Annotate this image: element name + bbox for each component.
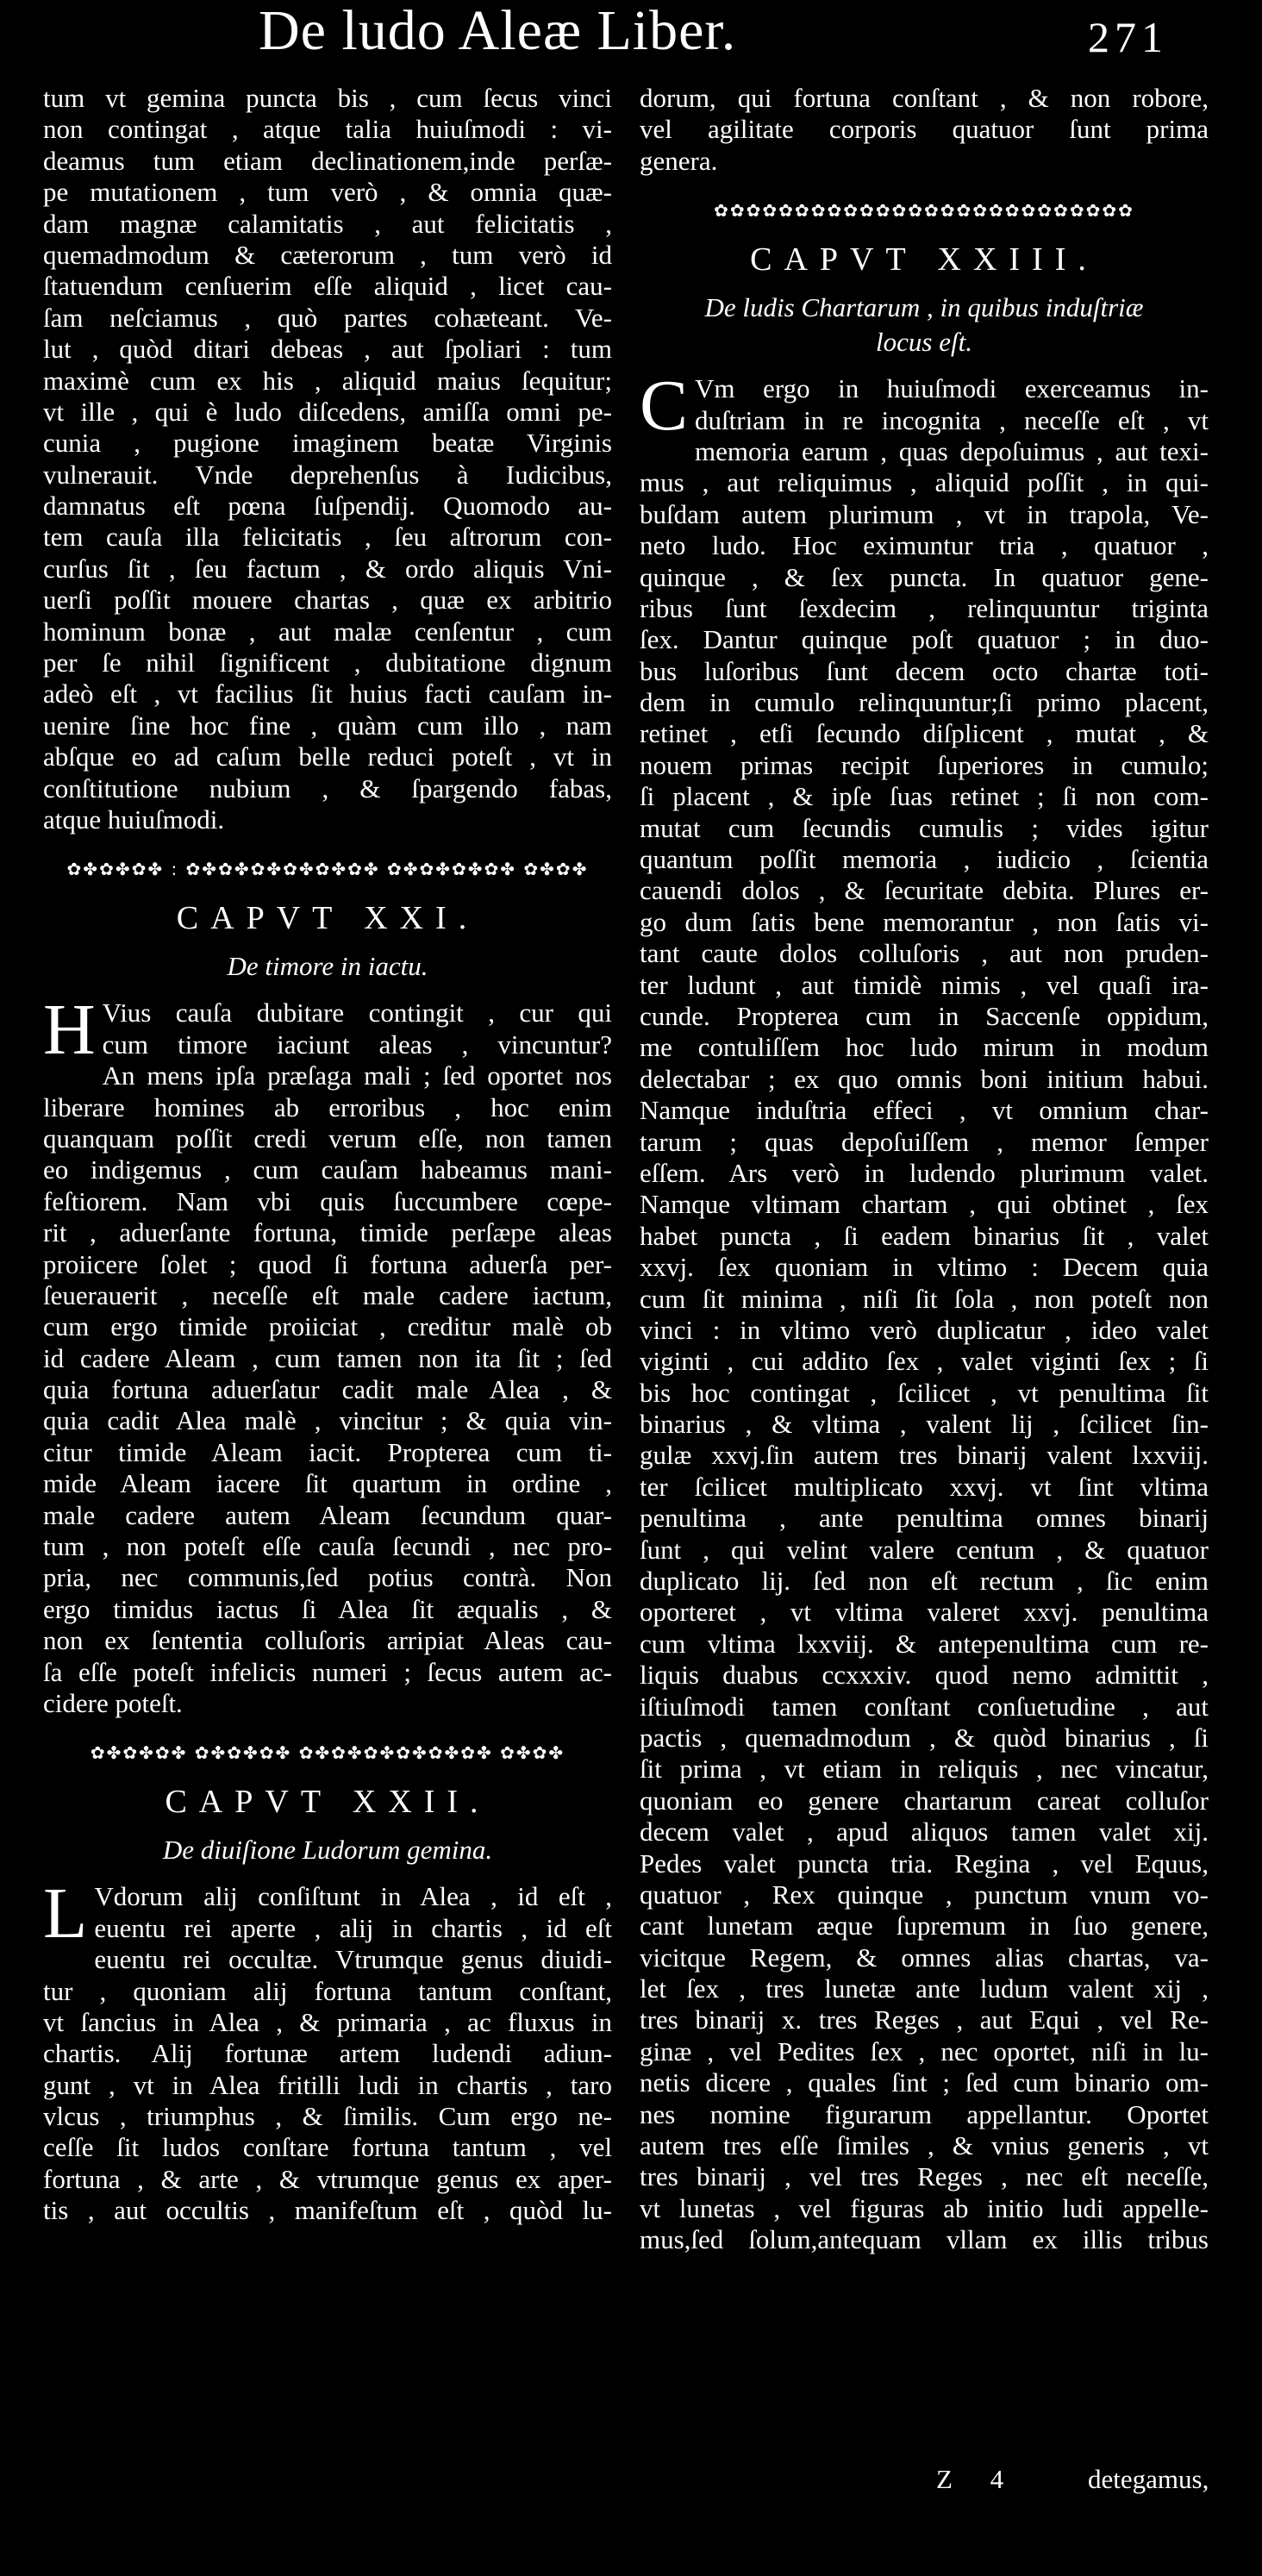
- text-line: binarius , & vltima , valent lij , ſcilicet ſin-: [640, 1409, 1209, 1440]
- text-line: liberare homines ab erroribus , hoc enim: [43, 1091, 612, 1122]
- text-line: maximè cum ex his , aliquid maius ſequitur;: [43, 365, 612, 396]
- text-line: quanquam poſſit credi verum eſſe, non tamen: [43, 1122, 612, 1154]
- text-line: dem in cumulo relinquuntur;ſi primo placent,: [640, 687, 1209, 718]
- text-line: eſſem. Ars verò in ludendo plurimum valet.: [640, 1157, 1209, 1188]
- text-line: nouem primas recipit ſuperiores in cumulo;: [640, 749, 1209, 780]
- text-line: non contingat , atque talia huiuſmodi : vi-: [43, 114, 612, 145]
- text-line: cum vltima lxxviij. & antepenultima cum re-: [640, 1628, 1209, 1659]
- text-line: curſus ſit , ſeu factum , & ordo aliquis Vni-: [43, 553, 612, 584]
- text-line: ergo timidus iactus ſi Alea ſit æqualis , &: [43, 1593, 612, 1624]
- text-line: tur , quoniam alij fortuna tantum conſtant,: [43, 1975, 612, 2006]
- text-line: bus luſoribus ſunt decem octo chartæ toti-: [640, 655, 1209, 686]
- text-line: tis , aut occultis , manifeſtum eſt , quòd lu-: [43, 2195, 612, 2226]
- text-line: ter ſcilicet multiplicato xxvj. vt ſint vltima: [640, 1471, 1209, 1502]
- text-line: deamus tum etiam declinationem,inde perſæ-: [43, 145, 612, 176]
- ornament-divider: ✿✤✿✤✿✤ ✿✤✿✤✿✤ ✿✤✿✤✿✤✿✤✿✤✿✤ ✿✤✿✤: [90, 1742, 565, 1764]
- text-line: An mens ipſa præſaga mali ; ſed oportet nos: [102, 1060, 612, 1091]
- text-line: vel agilitate corporis quatuor ſunt prima: [640, 114, 1209, 145]
- text-line: vulnerauit. Vnde deprehenſus à Iudicibus,: [43, 459, 612, 490]
- text-line: ſunt , qui velint valere centum , & quatuor: [640, 1534, 1209, 1565]
- text-line: tem cauſa illa felicitatis , ſeu aſtrorum con-: [43, 522, 612, 553]
- text-line: Vm ergo in huiuſmodi exerceamus in-: [695, 373, 1209, 404]
- text-line: quatuor , Rex quinque , punctum vnum vo-: [640, 1879, 1209, 1910]
- text-line: pactis , quemadmodum , & quòd binarius , ſi: [640, 1722, 1209, 1753]
- text-line: duplicato lij. ſed non eſt rectum , ſic enim: [640, 1566, 1209, 1597]
- text-line: proiicere ſolet ; quod ſi fortuna aduerſa per-: [43, 1248, 612, 1279]
- text-line: damnatus eſt pœna ſuſpendij. Quomodo au-: [43, 491, 612, 522]
- catchword: detegamus,: [1088, 2464, 1209, 2494]
- text-line: retinet , etſi ſecundo diſplicent , mutat , &: [640, 718, 1209, 749]
- text-line: cant lunetam æque ſupremum in ſuo genere,: [640, 1910, 1209, 1941]
- text-line: Namque vltimam chartam , qui obtinet , ſex: [640, 1189, 1209, 1220]
- chapter-subtitle: De timore in iactu.: [227, 951, 428, 982]
- text-line: adeò eſt , vt facilius ſit huius facti cauſam in-: [43, 678, 612, 710]
- ornament-divider: ✿✿✿✿✿✿✿✿✿✿✿✿✿✿✿✿✿✿✿✿✿✿✿✿✿✿: [714, 200, 1134, 222]
- text-line: per ſe nihil ſignificent , dubitatione dignum: [43, 647, 612, 678]
- text-line: tarum ; quas depoſuiſſem , memor ſemper: [640, 1126, 1209, 1157]
- page-number: 271: [1088, 13, 1168, 61]
- text-line: iſtiuſmodi tamen conſtant conſuetudine , aut: [640, 1691, 1209, 1722]
- chapter-22: [43, 1740, 612, 2226]
- right-column: [640, 83, 1209, 2256]
- left-column: [43, 83, 612, 2227]
- text-line: non ex ſententia colluſoris arripiat Aleas cau-: [43, 1625, 612, 1656]
- text-line: tum , non poteſt eſſe cauſa ſecundi , nec pro-: [43, 1531, 612, 1562]
- text-line: cidere poteſt.: [43, 1687, 183, 1718]
- text-line: nes nomine figurarum appellantur. Oportet: [640, 2098, 1209, 2129]
- text-line: lut , quòd ditari debeas , aut ſpoliari : tum: [43, 334, 612, 365]
- text-line: vt lunetas , vel figuras ab initio ludi appelle-: [640, 2192, 1209, 2223]
- text-line: mutat cum ſecundis cumulis ; vides igitur: [640, 812, 1209, 843]
- text-line: autem tres eſſe ſimiles , & vnius generis , vt: [640, 2130, 1209, 2161]
- text-line: citur timide Aleam iacit. Propterea cum ti-: [43, 1436, 612, 1467]
- text-line: let ſex , tres lunetæ ante ludum valent xij ,: [640, 1973, 1209, 2004]
- text-line: cunia , pugione imaginem beatæ Virginis: [43, 428, 612, 459]
- text-line: conſtitutione nubium , & ſpargendo fabas,: [43, 772, 612, 803]
- text-line: tres binarij , vel tres Reges , nec eſt neceſſe,: [640, 2161, 1209, 2192]
- text-line: rit , aduerſante fortuna, timide perſæpe aleas: [43, 1217, 612, 1248]
- text-line: me contuliſſem hoc ludo mirum in modum: [640, 1032, 1209, 1063]
- text-line: cunde. Propterea cum in Saccenſe oppidum,: [640, 1000, 1209, 1031]
- text-line: feſtiorem. Nam vbi quis ſuccumbere cœpe-: [43, 1185, 612, 1216]
- text-line: cum timore iaciunt aleas , vincuntur?: [102, 1029, 612, 1060]
- text-line: ginæ , vel Pedites ſex , nec oportet, niſi in lu-: [640, 2035, 1209, 2066]
- text-line: Vius cauſa dubitare contingit , cur qui: [102, 997, 612, 1029]
- text-line: chartis. Alij fortunæ artem ludendi adiun-: [43, 2038, 612, 2069]
- text-line: quia cadit Alea malè , vincitur ; & quia vin-: [43, 1405, 612, 1436]
- text-line: vicitque Regem, & omnes alias chartas, va-: [640, 1941, 1209, 1973]
- text-line: euentu rei occultæ. Vtrumque genus diuidi-: [94, 1944, 612, 1975]
- text-line: quantum poſſit memoria , iudicio , ſcientia: [640, 844, 1209, 875]
- chapter-body: [43, 990, 612, 1719]
- text-line: netis dicere , quales ſint ; ſed cum binario om-: [640, 2067, 1209, 2098]
- drop-cap: L: [43, 1873, 88, 1954]
- text-line: buſdam autem plurimum , vt in trapola, Ve-: [640, 498, 1209, 529]
- text-line: Pedes valet puncta tria. Regina , vel Equus,: [640, 1848, 1209, 1879]
- text-line: tres binarij x. tres Reges , aut Equi , vel Re-: [640, 2004, 1209, 2035]
- text-line: decem valet , apud aliquos tamen valet xij.: [640, 1816, 1209, 1848]
- chapter-heading: CAPVT XXII.: [165, 1784, 490, 1821]
- text-line: gunt , vt in Alea fritilli ludi in chartis , taro: [43, 2069, 612, 2100]
- text-line: delectabar ; ex quo omnis boni initium habui.: [640, 1063, 1209, 1094]
- text-line: xxvj. ſex quoniam in vltimo : Decem quia: [640, 1252, 1209, 1283]
- text-line: quinque , & ſex puncta. In quatuor gene-: [640, 561, 1209, 592]
- drop-cap: C: [640, 366, 689, 447]
- chapter-23: [640, 197, 1209, 2255]
- text-line: dorum, qui fortuna conſtant , & non robore,: [640, 83, 1209, 113]
- text-line: ſtatuendum cenſuerim eſſe aliquid , licet cau-: [43, 271, 612, 302]
- text-line: pria, nec communis,ſed potius contrà. Non: [43, 1562, 612, 1593]
- text-line: ter ludunt , aut timidè nimis , vel quaſi ira-: [640, 969, 1209, 1000]
- text-line: ſit prima , vt etiam in reliquis , nec vincatur,: [640, 1754, 1209, 1785]
- text-line: tum vt gemina puncta bis , cum ſecus vinci: [43, 83, 612, 113]
- text-line: hominum bonæ , aut malæ cenſentur , cum: [43, 616, 612, 647]
- text-line: duſtriam in re incognita , neceſſe eſt , vt: [695, 404, 1209, 435]
- text-line: atque huiuſmodi.: [43, 803, 225, 835]
- chapter-subtitle: [640, 291, 1209, 360]
- text-line: uenire ſine hoc fine , quàm cum illo , nam: [43, 710, 612, 741]
- text-line: cauendi dolos , & ſecuritate debita. Plures er-: [640, 875, 1209, 906]
- text-line: ſi placent , & ipſe ſuas retinet ; ſi non com-: [640, 781, 1209, 812]
- chapter-heading: CAPVT XXI.: [176, 900, 479, 937]
- continuation-text: [640, 83, 1209, 177]
- text-line: ſam neſciamus , quò partes cohæteant. Ve-: [43, 302, 612, 333]
- text-line: viginti , cui addito ſex , valet viginti ſex ; ſi: [640, 1346, 1209, 1377]
- chapter-subtitle: De diuiſione Ludorum gemina.: [162, 1835, 493, 1866]
- continuation-text: [43, 83, 612, 835]
- text-line: mus,ſed ſolum,antequam vllam ex illis tribus: [640, 2224, 1209, 2255]
- text-line: vlcus , triumphus , & ſimilis. Cum ergo ne-: [43, 2101, 612, 2132]
- chapter-heading: CAPVT XXIII.: [750, 241, 1098, 278]
- text-line: male cadere autem Aleam ſecundum quar-: [43, 1499, 612, 1530]
- text-line: genera.: [640, 145, 718, 176]
- text-line: eo indigemus , cum cauſam habeamus mani-: [43, 1154, 612, 1185]
- text-line: neto ludo. Hoc eximuntur tria , quatuor ,: [640, 530, 1209, 561]
- text-line: abſque eo ad caſum belle reduci poteſt , vt in: [43, 741, 612, 772]
- text-line: ſeuerauerit , neceſſe eſt male cadere iactum,: [43, 1279, 612, 1310]
- text-line: uerſi poſſit mouere chartas , quæ ex arbitrio: [43, 585, 612, 616]
- page-header: [0, 0, 1262, 69]
- text-line: Vdorum alij conſiſtunt in Alea , id eſt ,: [94, 1881, 612, 1912]
- drop-cap: H: [43, 990, 96, 1071]
- text-line: bis hoc contingat , ſcilicet , vt penultima ſit: [640, 1377, 1209, 1408]
- signature-mark: Z 4: [936, 2464, 1020, 2494]
- text-line: quia fortuna aduerſatur cadit male Alea , &: [43, 1374, 612, 1405]
- text-line: cum ſit minima , niſi ſit ſola , non poteſt non: [640, 1283, 1209, 1314]
- text-line: mus , aut reliquimus , aliquid poſſit , in qui-: [640, 467, 1209, 498]
- chapter-21: [43, 856, 612, 1719]
- text-line: vt ſancius in Alea , & primaria , ac fluxus in: [43, 2006, 612, 2037]
- text-line: euentu rei aperte , alij in chartis , id eſt: [94, 1912, 612, 1943]
- running-title: De ludo Aleæ Liber.: [259, 0, 737, 62]
- text-line: tant caute dolos colluſoris , aut non pruden-: [640, 938, 1209, 969]
- text-line: fortuna , & arte , & vtrumque genus ex aper-: [43, 2163, 612, 2194]
- text-line: quoniam eo genere chartarum careat colluſor: [640, 1785, 1209, 1816]
- chapter-subtitle-line: locus eſt.: [876, 327, 972, 358]
- ornament-divider: ✿✤✿✤✿✤ : ✿✤✿✤✿✤✿✤✿✤✿✤ ✿✤✿✤✿✤✿✤ ✿✤✿✤: [66, 859, 589, 880]
- text-line: quemadmodum & cæterorum , tum verò id: [43, 239, 612, 270]
- chapter-body: [43, 1873, 612, 2226]
- text-line: mide Aleam iacere ſit quartum in ordine ,: [43, 1468, 612, 1499]
- chapter-subtitle-line: De ludis Chartarum , in quibus induſtriæ: [704, 292, 1144, 323]
- text-line: ceſſe ſit ludos conſtare fortuna tantum , vel: [43, 2132, 612, 2163]
- text-line: dam magnæ calamitatis , aut felicitatis ,: [43, 208, 612, 239]
- text-line: Namque induſtria effeci , vt omnium char-: [640, 1095, 1209, 1126]
- text-line: habet puncta , ſi eadem binarius ſit , valet: [640, 1220, 1209, 1251]
- text-line: cum ergo timide proiiciat , creditur malè ob: [43, 1311, 612, 1342]
- chapter-body: [640, 366, 1209, 2255]
- text-line: oporteret , vt vltima valeret xxvj. penultima: [640, 1597, 1209, 1628]
- text-line: ſa eſſe poteſt infelicis numeri ; ſecus autem ac-: [43, 1656, 612, 1687]
- text-line: pe mutationem , tum verò , & omnia quæ-: [43, 177, 612, 208]
- text-line: penultima , ante penultima omnes binarij: [640, 1503, 1209, 1534]
- text-line: ribus ſunt ſexdecim , relinquuntur triginta: [640, 592, 1209, 623]
- text-line: go dum ſatis bene memorantur , non ſatis vi-: [640, 906, 1209, 937]
- text-line: vinci : in vltimo verò duplicatur , ideo valet: [640, 1314, 1209, 1345]
- text-line: ſex. Dantur quinque poſt quatuor ; in duo-: [640, 624, 1209, 655]
- text-line: vt ille , qui è ludo diſcedens, amiſſa omni pe-: [43, 396, 612, 427]
- text-line: liquis duabus ccxxxiv. quod nemo admittit ,: [640, 1660, 1209, 1691]
- text-line: memoria earum , quas depoſuimus , aut texi-: [695, 435, 1209, 466]
- text-line: id cadere Aleam , cum tamen non ita ſit ; ſed: [43, 1342, 612, 1373]
- text-line: gulæ xxvj.ſin autem tres binarij valent lxxviij.: [640, 1440, 1209, 1471]
